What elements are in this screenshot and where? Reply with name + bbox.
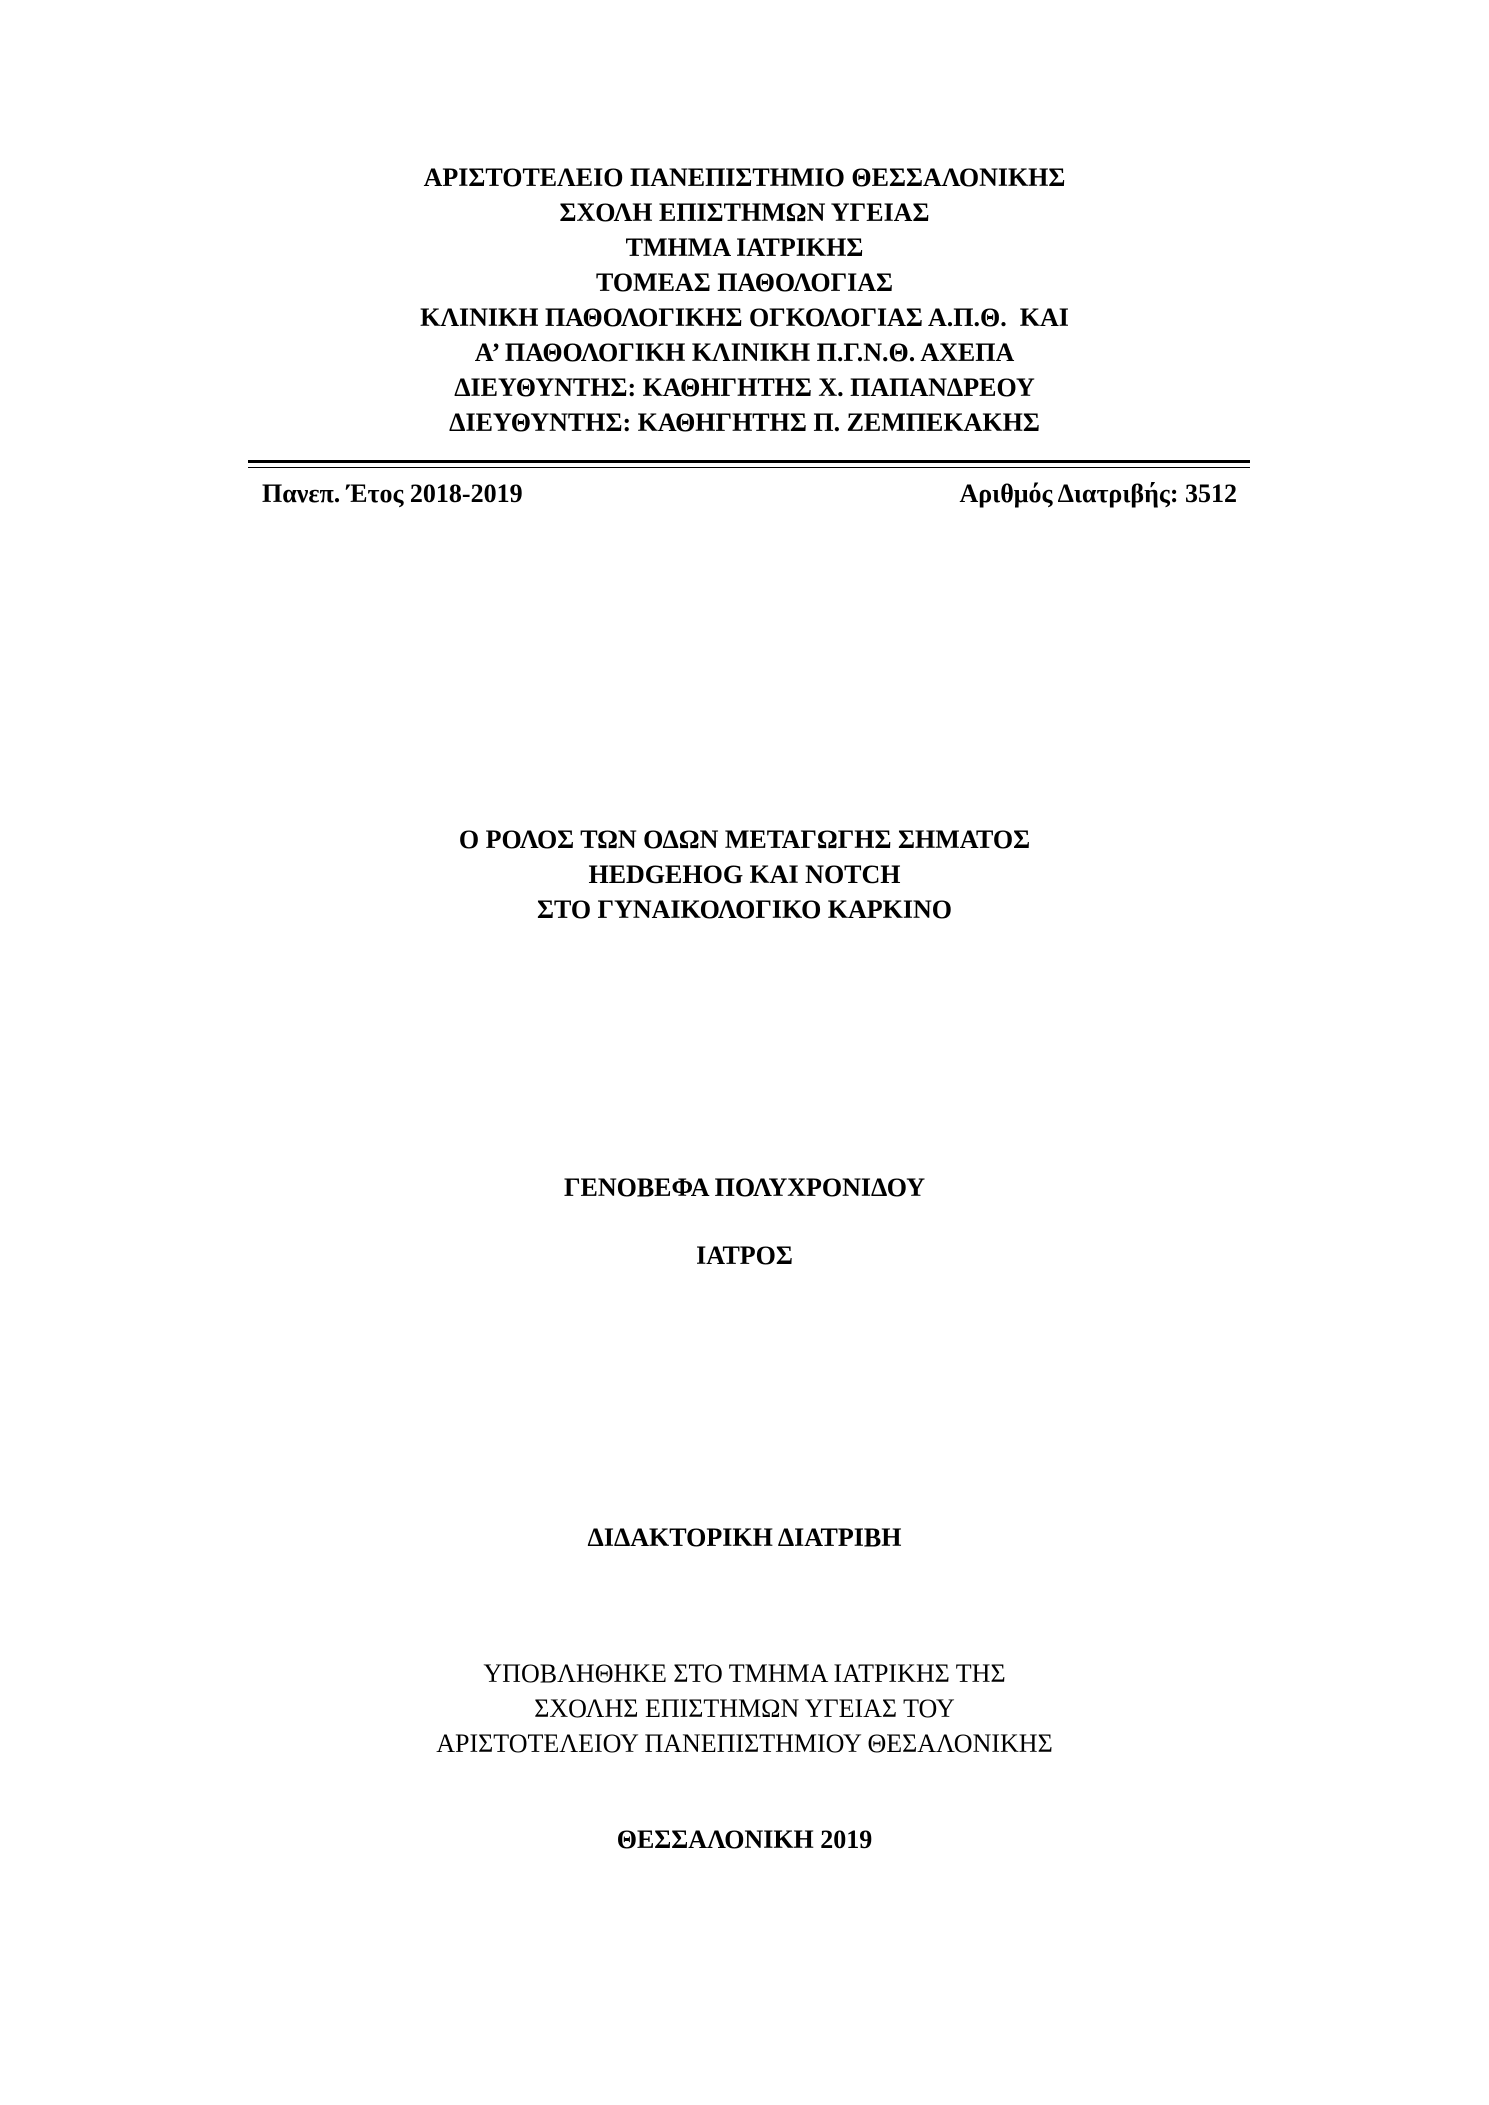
author-name: ΓΕΝΟΒΕΦΑ ΠΟΛΥΧΡΟΝΙΔΟΥ xyxy=(563,1173,926,1202)
submission-statement xyxy=(0,1656,1489,1761)
department-name: ΤΜΗΜΑ ΙΑΤΡΙΚΗΣ xyxy=(625,233,864,262)
clinic-name-1: ΚΛΙΝΙΚΗ ΠΑΘΟΛΟΓΙΚΗΣ ΟΓΚΟΛΟΓΙΑΣ Α.Π.Θ. ΚΑΙ xyxy=(420,303,1069,332)
director-2: ΔΙΕΥΘΥΝΤΗΣ: ΚΑΘΗΓΗΤΗΣ Π. ΖΕΜΠΕΚΑΚΗΣ xyxy=(449,408,1040,437)
institution-header xyxy=(0,160,1489,440)
author-profession: ΙΑΤΡΟΣ xyxy=(696,1241,793,1270)
submission-line: ΑΡΙΣΤΟΤΕΛΕΙΟΥ ΠΑΝΕΠΙΣΤΗΜΙΟΥ ΘΕΣΑΛΟΝΙΚΗΣ xyxy=(436,1729,1053,1758)
submission-line: ΣΧΟΛΗΣ ΕΠΙΣΤΗΜΩΝ ΥΓΕΙΑΣ ΤΟΥ xyxy=(534,1694,955,1723)
thesis-title-line: HEDGEHOG ΚΑΙ NOTCH xyxy=(588,860,901,889)
thesis-title-line: ΣΤΟ ΓΥΝΑΙΚΟΛΟΓΙΚΟ ΚΑΡΚΙΝΟ xyxy=(536,895,953,924)
thesis-type: ΔΙΔΑΚΤΟΡΙΚΗ ΔΙΑΤΡΙΒΗ xyxy=(587,1523,902,1552)
thesis-number: Αριθμός Διατριβής: 3512 xyxy=(959,479,1237,508)
sector-name: ΤΟΜΕΑΣ ΠΑΘΟΛΟΓΙΑΣ xyxy=(595,268,894,297)
header-rule-thin xyxy=(248,467,1250,468)
academic-year: Πανεπ. Έτος 2018-2019 xyxy=(262,479,523,508)
school-name: ΣΧΟΛΗ ΕΠΙΣΤΗΜΩΝ ΥΓΕΙΑΣ xyxy=(559,198,930,227)
university-name: ΑΡΙΣΤΟΤΕΛΕΙΟ ΠΑΝΕΠΙΣΤΗΜΙΟ ΘΕΣΣΑΛΟΝΙΚΗΣ xyxy=(423,163,1066,192)
header-rule-thick xyxy=(248,460,1250,463)
place-and-date: ΘΕΣΣΑΛΟΝΙΚΗ 2019 xyxy=(616,1825,873,1854)
clinic-name-2: Α’ ΠΑΘΟΛΟΓΙΚΗ ΚΛΙΝΙΚΗ Π.Γ.Ν.Θ. ΑΧΕΠΑ xyxy=(474,338,1015,367)
submission-line: ΥΠΟΒΛΗΘΗΚΕ ΣΤΟ ΤΜΗΜΑ ΙΑΤΡΙΚΗΣ ΤΗΣ xyxy=(483,1659,1006,1688)
thesis-title-line: Ο ΡΟΛΟΣ ΤΩΝ ΟΔΩΝ ΜΕΤΑΓΩΓΗΣ ΣΗΜΑΤΟΣ xyxy=(458,825,1031,854)
thesis-title xyxy=(0,822,1489,927)
director-1: ΔΙΕΥΘΥΝΤΗΣ: ΚΑΘΗΓΗΤΗΣ Χ. ΠΑΠΑΝΔΡΕΟΥ xyxy=(454,373,1035,402)
